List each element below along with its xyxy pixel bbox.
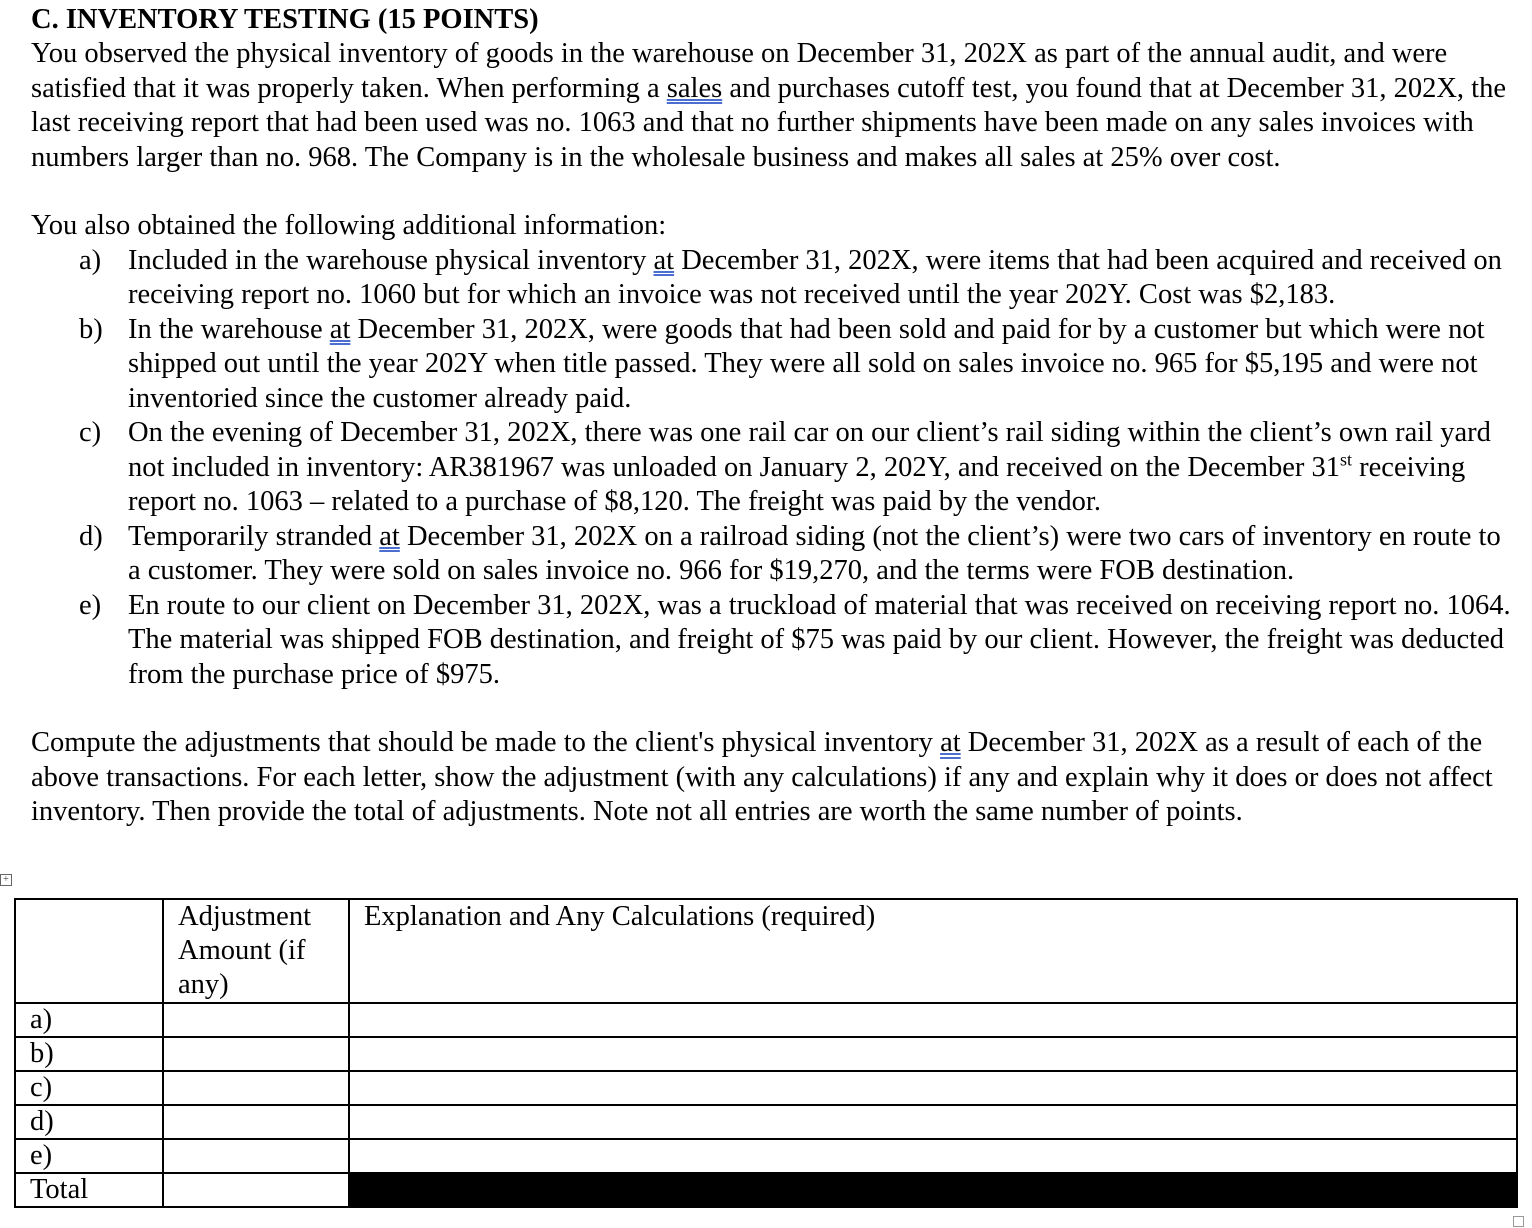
row-label-cell[interactable]: b) — [15, 1037, 163, 1071]
item-superscript: st — [1340, 449, 1353, 469]
total-shaded-cell — [349, 1173, 1517, 1207]
intro-paragraph — [31, 37, 1511, 175]
table-header-row — [15, 899, 1517, 1003]
adjustments-table — [14, 898, 1518, 1208]
list-item — [31, 313, 1511, 417]
amount-cell[interactable] — [163, 1105, 349, 1139]
item-underlined-word: at — [329, 313, 351, 345]
total-amount-cell[interactable] — [163, 1173, 349, 1207]
item-text: On the evening of December 31, 202X, there was one rail car on our client’s rail siding within the client’s own rail yard not included in inventory: AR381967 was unloaded on January 2, 202Y, and received on the December 31 — [128, 417, 1491, 483]
explanation-cell[interactable] — [349, 1071, 1517, 1105]
list-item — [31, 416, 1511, 520]
item-label: e) — [79, 589, 102, 621]
amount-cell[interactable] — [163, 1003, 349, 1037]
intro-text-2: and purchases cutoff test, you found that at December 31, 202X, the last receiving report that had been used was no. 1063 and that no further shipments have been made on any sales invoices with numbers larger than no. 968. The Company is in the wholesale business and makes all sales at 25% over cost. — [31, 72, 1506, 173]
document-page — [31, 3, 1511, 830]
amount-cell[interactable] — [163, 1037, 349, 1071]
explanation-cell[interactable] — [349, 1037, 1517, 1071]
header-cell-explanation[interactable]: Explanation and Any Calculations (required) — [349, 899, 1517, 1003]
instructions-text: December 31, 202X as a result of each of the above transactions. For each letter, show the adjustment (with any calculations) if any and explain why it does or does not affect inventory. Then provide the total of adjustments. Note not all entries are worth the same number of points. — [31, 727, 1493, 827]
explanation-cell[interactable] — [349, 1003, 1517, 1037]
item-underlined-word: at — [653, 244, 675, 276]
instructions-underlined-word: at — [940, 727, 961, 758]
item-label: a) — [79, 244, 102, 276]
item-text: En route to our client on December 31, 202X, was a truckload of material that was received on receiving report no. 1064. The material was shipped FOB destination, and freight of $75 was paid by our client. However, the freight was deducted from the purchase price of $975. — [128, 589, 1511, 690]
item-text: December 31, 202X on a railroad siding (not the client’s) were two cars of inventory en route to a customer. They were sold on sales invoice no. 966 for $19,270, and the terms were FOB destination. — [128, 520, 1501, 586]
intro-text-1: You observed the physical inventory of goods in the warehouse on December 31, 202X as part of the annual audit, and were satisfied that it was properly taken. When performing a — [31, 38, 1448, 104]
row-label-cell[interactable]: c) — [15, 1071, 163, 1105]
item-text: December 31, 202X, were goods that had been sold and paid for by a customer but which were not shipped out until the year 202Y when title passed. They were all sold on sales invoice no. 965 for $5,195 and were not inventoried since the customer already paid. — [128, 313, 1485, 414]
amount-cell[interactable] — [163, 1071, 349, 1105]
table-row — [15, 1037, 1517, 1071]
table-row — [15, 1105, 1517, 1139]
item-label: c) — [79, 417, 102, 448]
item-text: Included in the warehouse physical inventory — [128, 244, 654, 276]
list-item — [31, 589, 1511, 693]
list-item — [31, 244, 1511, 313]
table-move-handle-icon[interactable]: + — [0, 874, 12, 886]
header-cell-label[interactable] — [15, 899, 163, 1003]
transaction-list — [31, 244, 1511, 693]
item-text: December 31, 202X, were items that had been acquired and received on receiving report no. 1060 but for which an invoice was not received until the year 202Y. Cost was $2,183. — [128, 244, 1502, 310]
list-item — [31, 520, 1511, 589]
item-underlined-word: at — [379, 520, 400, 552]
table-total-row — [15, 1173, 1517, 1207]
row-label-cell[interactable]: e) — [15, 1139, 163, 1173]
item-text: Temporarily stranded — [128, 520, 380, 552]
amount-cell[interactable] — [163, 1139, 349, 1173]
item-label: d) — [79, 520, 103, 552]
table-row — [15, 1003, 1517, 1037]
table-row — [15, 1071, 1517, 1105]
row-label-cell[interactable]: d) — [15, 1105, 163, 1139]
intro-underlined-word: sales — [666, 72, 723, 104]
header-cell-amount[interactable]: Adjustment Amount (if any) — [163, 899, 349, 1003]
table-row — [15, 1139, 1517, 1173]
explanation-cell[interactable] — [349, 1105, 1517, 1139]
total-label-cell[interactable]: Total — [15, 1173, 163, 1207]
item-text: In the warehouse — [128, 313, 330, 345]
additional-info-heading: You also obtained the following additional information: — [31, 210, 667, 241]
row-label-cell[interactable]: a) — [15, 1003, 163, 1037]
item-label: b) — [79, 313, 103, 345]
section-title: C. INVENTORY TESTING (15 POINTS) — [31, 4, 539, 35]
table-resize-handle-icon[interactable] — [1513, 1216, 1524, 1227]
instructions-paragraph — [31, 726, 1511, 830]
explanation-cell[interactable] — [349, 1139, 1517, 1173]
item-text: receiving report no. 1063 – related to a purchase of $8,120. The freight was paid by the vendor. — [128, 451, 1466, 517]
instructions-text: Compute the adjustments that should be made to the client's physical inventory — [31, 727, 941, 758]
